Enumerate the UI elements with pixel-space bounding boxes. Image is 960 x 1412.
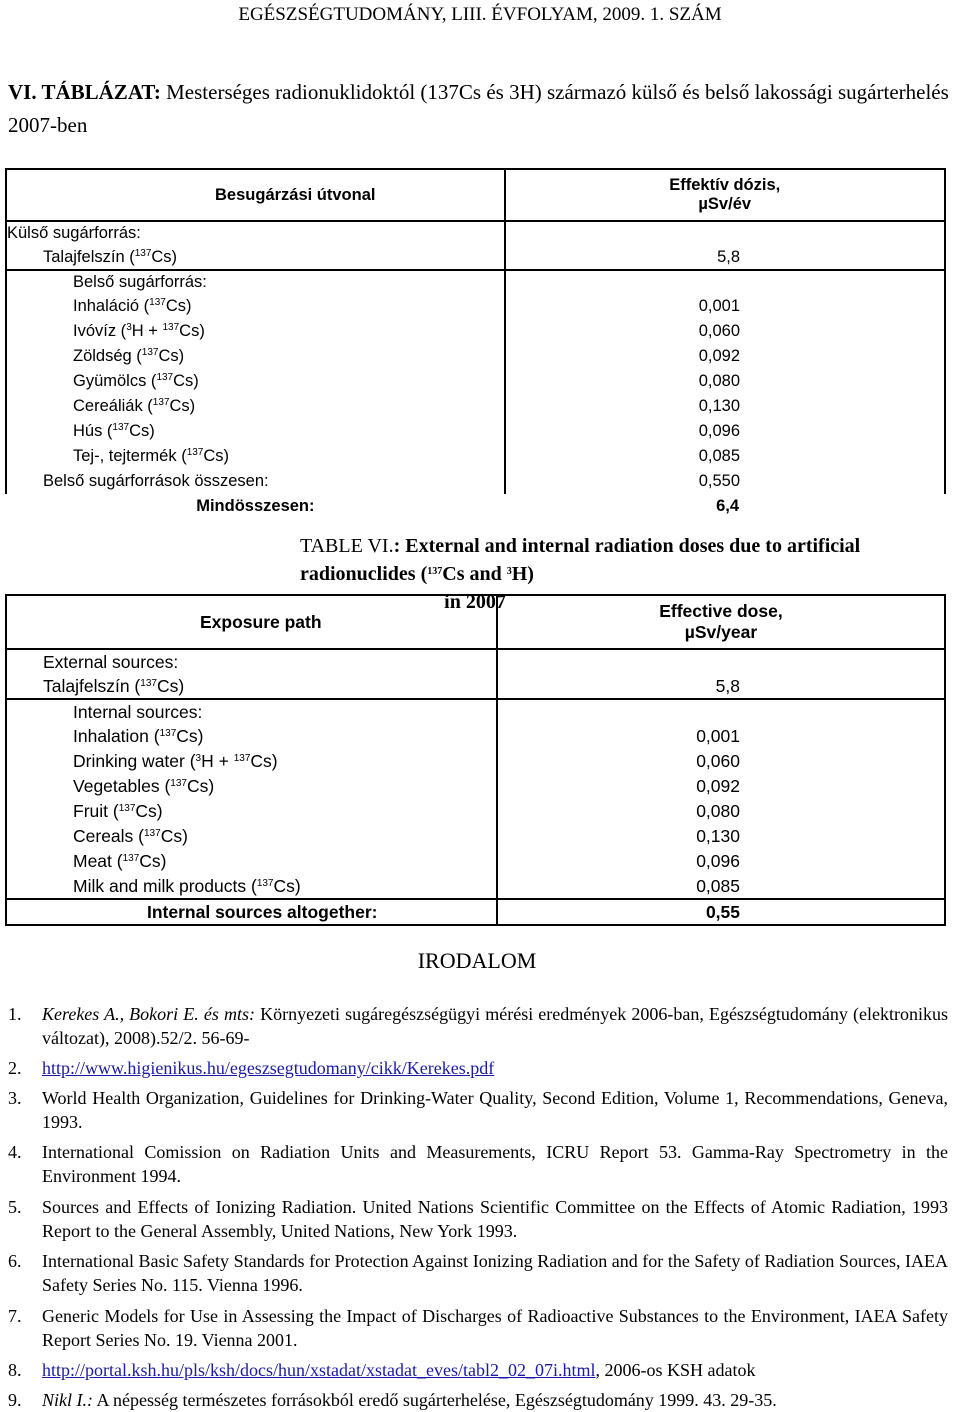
table-row (6, 724, 945, 749)
table-en-title-line1: TABLE VI.: External and internal radiation doses due to artificial radionuclides ($^{137}$Cs and $^3$H) (300, 535, 861, 585)
subtotal-value: 0,550 (505, 469, 946, 494)
reference-3 (8, 1086, 948, 1134)
table-hu-title-label: VI. TÁBLÁZAT: (8, 80, 161, 104)
row-value: 0,130 (497, 824, 945, 849)
table-row (6, 674, 945, 699)
reference-9 (8, 1388, 948, 1412)
table-hu-title (8, 76, 953, 142)
table-en (5, 594, 946, 926)
table-en-internal-label: Internal sources: (6, 699, 497, 724)
row-value: 0,060 (497, 749, 945, 774)
running-header: EGÉSZSÉGTUDOMÁNY, LIII. ÉVFOLYAM, 2009. 1. SZÁM (238, 4, 722, 25)
row-value: 0,096 (497, 849, 945, 874)
row-label: Talajfelszín ($^{137}$Cs) (6, 674, 497, 699)
reference-authors: Nikl I.: (42, 1390, 93, 1410)
row-label: Hús ($^{137}$Cs) (6, 419, 505, 444)
table-row (6, 749, 945, 774)
row-value: 0,060 (505, 319, 946, 344)
row-label: Talajfelszín ($^{137}$Cs) (6, 245, 505, 270)
table-row (6, 245, 945, 270)
reference-number: 5. (8, 1197, 22, 1217)
table-hu-title-text: Mesterséges radionuklidoktól (137Cs és 3H) származó külső és belső lakossági sugárterhelés 2007-ben (8, 80, 949, 137)
table-row (6, 469, 945, 494)
row-label: Meat ($^{137}$Cs) (6, 849, 497, 874)
row-label: Ivóvíz ($^3$H + $^{137}$Cs) (6, 319, 505, 344)
table-row (6, 344, 945, 369)
table-row (6, 319, 945, 344)
table-row (6, 874, 945, 899)
total-label: Mindösszesen: (196, 497, 315, 515)
reference-number: 6. (8, 1251, 22, 1271)
table-en-title-line2: in 2007 (444, 591, 506, 613)
total-label: Internal sources altogether: (6, 899, 497, 925)
row-label: Vegetables ($^{137}$Cs) (6, 774, 497, 799)
row-value: 0,080 (505, 369, 946, 394)
reference-authors: Kerekes A., Bokori E. (42, 1004, 199, 1024)
table-hu-col2-line2: µSv/év (698, 195, 752, 213)
reference-text: Generic Models for Use in Assessing the Impact of Discharges of Radioactive Substances to the Environment, IAEA Safety Report Series No. 19. Vienna 2001. (42, 1306, 948, 1350)
reference-6 (8, 1249, 948, 1297)
row-label: Gyümölcs ($^{137}$Cs) (6, 369, 505, 394)
reference-link[interactable]: http://www.higienikus.hu/egeszsegtudomany/cikk/Kerekes.pdf (42, 1058, 495, 1078)
reference-text: World Health Organization, Guidelines for Drinking-Water Quality, Second Edition, Volume 1, Recommendations, Geneva, 1993. (42, 1088, 948, 1132)
row-label: Zöldség ($^{137}$Cs) (6, 344, 505, 369)
row-value: 0,092 (505, 344, 946, 369)
reference-8 (8, 1358, 948, 1382)
reference-link[interactable]: http://portal.ksh.hu/pls/ksh/docs/hun/xstadat/xstadat_eves/tabl2_02_07i.html (42, 1360, 596, 1380)
reference-number: 1. (8, 1004, 22, 1024)
row-label: Drinking water ($^3$H + $^{137}$Cs) (6, 749, 497, 774)
table-en-external-label: External sources: (6, 649, 497, 674)
reference-1: 1. Kerekes A., Bokori E. és mts: Környezeti sugáregészségügyi mérési eredmények 2006-ban, Egészségtudomány (elektronikus változat), 2008).52/2. 56-69- (8, 1004, 948, 1048)
row-value: 0,001 (505, 294, 946, 319)
table-row (6, 899, 945, 925)
table-hu-external-label: Külső sugárforrás: (6, 221, 505, 245)
table-row (6, 799, 945, 824)
reference-text: A népesség természetes forrásokból eredő sugárterhelése, Egészségtudomány 1999. 43. 29-35. (93, 1390, 777, 1410)
table-row (6, 824, 945, 849)
table-row (6, 494, 945, 519)
literature-title: IRODALOM (417, 948, 537, 973)
row-label: Cereals ($^{137}$Cs) (6, 824, 497, 849)
row-label: Tej-, tejtermék ($^{137}$Cs) (6, 444, 505, 469)
row-value: 0,130 (505, 394, 946, 419)
table-hu-col2-header (505, 169, 946, 221)
row-value: 5,8 (505, 245, 946, 270)
table-row (6, 419, 945, 444)
reference-text: International Comission on Radiation Units and Measurements, ICRU Report 53. Gamma-Ray Spectrometry in the Environment 1994. (42, 1142, 948, 1186)
row-value: 0,096 (505, 419, 946, 444)
reference-5 (8, 1195, 948, 1243)
table-row (6, 394, 945, 419)
table-row (6, 774, 945, 799)
reference-text: , 2006-os KSH adatok (595, 1360, 756, 1380)
table-row (6, 849, 945, 874)
reference-number: 8. (8, 1360, 22, 1380)
table-hu (5, 168, 946, 519)
reference-number: 2. (8, 1058, 22, 1078)
table-en-col2-line1: Effective dose, (659, 601, 783, 621)
total-value: 0,55 (497, 899, 945, 925)
reference-4 (8, 1140, 948, 1188)
reference-text: Sources and Effects of Ionizing Radiation. United Nations Scientific Committee on the Effects of Atomic Radiation, 1993 Report to the General Assembly, United Nations, New York 1993. (42, 1197, 948, 1241)
table-en-col2-header (497, 595, 945, 649)
row-label: Milk and milk products ($^{137}$Cs) (6, 874, 497, 899)
table-hu-internal-label: Belső sugárforrás: (6, 270, 505, 294)
row-value: 0,092 (497, 774, 945, 799)
row-value: 0,001 (497, 724, 945, 749)
subtotal-label: Belső sugárforrások összesen: (6, 469, 505, 494)
row-value: 0,085 (505, 444, 946, 469)
row-label: Fruit ($^{137}$Cs) (6, 799, 497, 824)
table-row (6, 294, 945, 319)
row-label: Inhaláció ($^{137}$Cs) (6, 294, 505, 319)
row-value: 0,085 (497, 874, 945, 899)
table-row (6, 444, 945, 469)
row-value: 5,8 (497, 674, 945, 699)
reference-7 (8, 1304, 948, 1352)
reference-text: International Basic Safety Standards for Protection Against Ionizing Radiation and for the Safety of Radiation Sources, IAEA Safety Series No. 115. Vienna 1996. (42, 1251, 948, 1295)
reference-number: 7. (8, 1306, 22, 1326)
row-label: Inhalation ($^{137}$Cs) (6, 724, 497, 749)
table-en-col2-line2: µSv/year (684, 622, 758, 642)
table-row (6, 369, 945, 394)
reference-number: 4. (8, 1142, 22, 1162)
row-value: 0,080 (497, 799, 945, 824)
reference-number: 9. (8, 1390, 22, 1410)
table-hu-col1-header: Besugárzási útvonal (6, 169, 505, 221)
reference-text: Környezeti sugáregészségügyi mérési eredmények 2006-ban, Egészségtudomány (elektronikus változat), 2008).52/2. 56-69- (42, 1004, 948, 1048)
reference-number: 3. (8, 1088, 22, 1108)
total-value: 6,4 (716, 497, 739, 515)
table-hu-col2-line1: Effektív dózis, (669, 176, 781, 194)
row-label: Cereáliák ($^{137}$Cs) (6, 394, 505, 419)
table-en-col1-header: Exposure path (6, 595, 497, 649)
reference-2 (8, 1056, 948, 1080)
